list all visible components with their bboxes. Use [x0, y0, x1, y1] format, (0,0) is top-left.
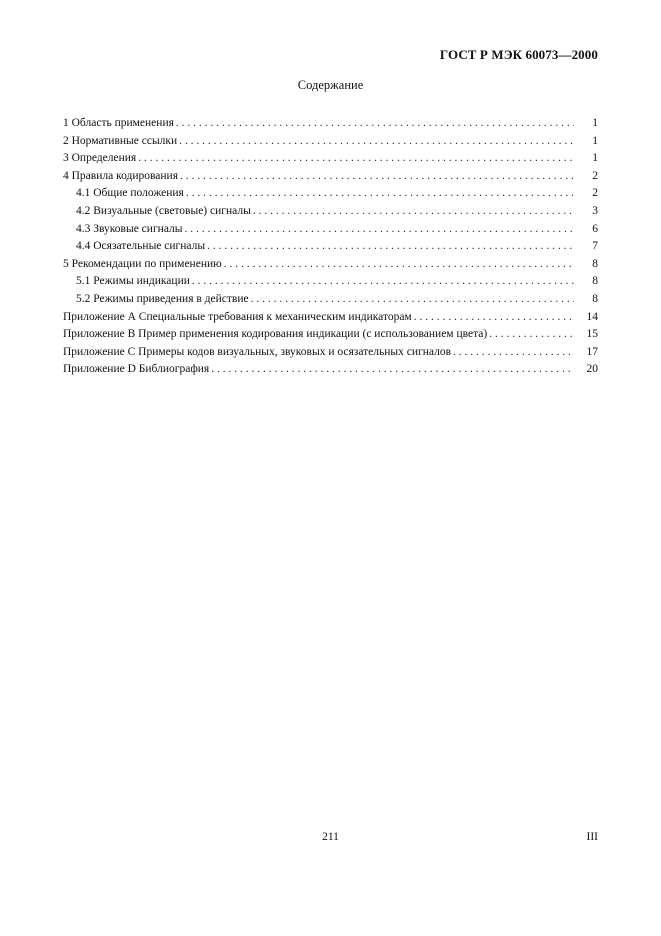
toc-dot-leader [207, 238, 574, 256]
toc-entry-label: Приложение В Пример применения кодирования индикации (с использованием цвета) [63, 328, 488, 341]
table-of-contents [63, 115, 598, 379]
toc-entry-label: Приложение А Специальные требования к механическим индикаторам [63, 310, 412, 323]
toc-entry-label: 5 Рекомендации по применению [63, 257, 222, 270]
toc-entry-page: 2 [592, 169, 598, 182]
toc-entry [63, 361, 598, 379]
toc-entry [63, 309, 598, 327]
toc-entry-page: 6 [592, 222, 598, 235]
toc-entry [63, 133, 598, 151]
toc-entry [63, 150, 598, 168]
toc-dot-leader [138, 150, 574, 168]
toc-entry-label: 2 Нормативные ссылки [63, 134, 178, 147]
toc-title: Содержание [297, 78, 364, 92]
toc-entry [63, 168, 598, 186]
toc-dot-leader [192, 273, 574, 291]
standard-code: ГОСТ Р МЭК 60073—2000 [439, 47, 598, 62]
toc-entry-label: 1 Область применения [63, 117, 174, 129]
toc-entry-label: 4.3 Звуковые сигналы [76, 222, 183, 235]
roman-page-number: III [586, 831, 598, 843]
toc-entry-page: 17 [586, 345, 598, 358]
toc-entry [63, 326, 598, 344]
toc-entry-page: 20 [586, 363, 598, 376]
toc-entry-page: 8 [592, 275, 598, 288]
toc-entry-page: 2 [592, 187, 598, 200]
toc-entry-label: 5.1 Режимы индикации [76, 275, 190, 288]
toc-entry-page: 1 [592, 152, 598, 165]
toc-subentry [63, 273, 598, 291]
toc-entry-label: Приложение С Примеры кодов визуальных, звуковых и осязательных сигналов [63, 345, 452, 358]
toc-entry-page: 14 [586, 310, 598, 323]
toc-entry [63, 256, 598, 274]
toc-subentry [63, 185, 598, 203]
toc-dot-leader [179, 133, 574, 151]
toc-entry-page: 8 [592, 292, 598, 305]
toc-entry-label: 4.2 Визуальные (световые) сигналы [76, 204, 251, 217]
toc-entry [63, 115, 598, 133]
toc-entry-label: 4.4 Осязательные сигналы [76, 240, 206, 253]
toc-dot-leader [211, 361, 574, 379]
toc-dot-leader [453, 344, 574, 362]
toc-entry-page: 1 [592, 134, 598, 147]
toc-entry-label: Приложение D Библиография [63, 363, 210, 376]
toc-entry-page: 1 [592, 117, 598, 129]
toc-dot-leader [186, 185, 574, 203]
toc-dot-leader [414, 309, 574, 327]
toc-entry-page: 15 [586, 328, 598, 341]
toc-entry-label: 3 Определения [63, 152, 137, 165]
toc-dot-leader [185, 221, 575, 239]
toc-dot-leader [253, 203, 574, 221]
toc-dot-leader [180, 168, 574, 186]
toc-dot-leader [224, 256, 574, 274]
toc-entry-page: 7 [592, 240, 598, 253]
toc-subentry [63, 221, 598, 239]
toc-dot-leader [489, 326, 574, 344]
toc-dot-leader [176, 115, 574, 133]
toc-entry-label: 4.1 Общие положения [76, 187, 184, 200]
toc-entry-label: 5.2 Режимы приведения в действие [76, 292, 249, 305]
toc-entry-page: 3 [592, 204, 598, 217]
toc-subentry [63, 238, 598, 256]
toc-entry [63, 344, 598, 362]
page-number: 211 [322, 831, 339, 843]
toc-entry-label: 4 Правила кодирования [63, 169, 178, 182]
toc-entry-page: 8 [592, 257, 598, 270]
toc-subentry [63, 203, 598, 221]
toc-dot-leader [251, 291, 574, 309]
toc-subentry [63, 291, 598, 309]
